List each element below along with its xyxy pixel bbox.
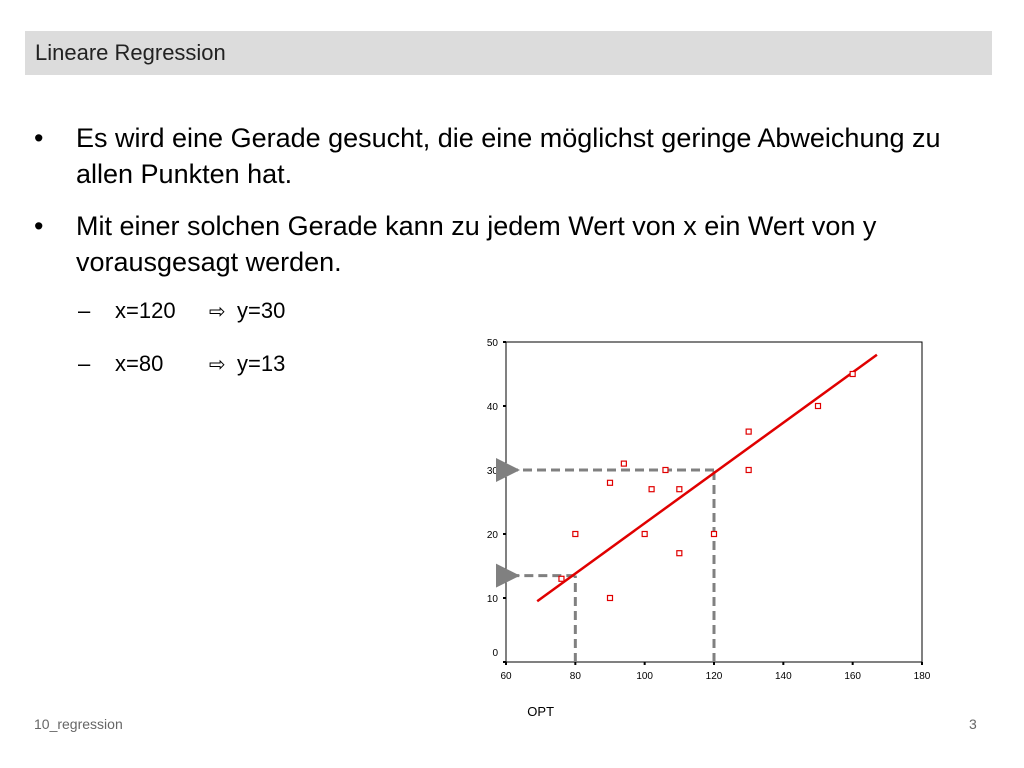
bullet-text: Es wird eine Gerade gesucht, die eine möglichst geringe Abweichung zu allen Punkten hat. — [76, 123, 941, 189]
y-tick-label: 50 — [486, 338, 498, 349]
y-value: y=30 — [237, 298, 286, 323]
sub-item — [30, 296, 1000, 327]
x-tick-label: 140 — [774, 671, 792, 682]
dash-glyph: – — [78, 298, 91, 323]
y-tick-label: 30 — [486, 466, 498, 477]
arrow-right-icon: ⇨ — [209, 354, 226, 376]
data-point — [608, 596, 613, 601]
y-tick-label: 10 — [486, 594, 498, 605]
bullet-item — [30, 208, 1000, 280]
regression-chart — [470, 330, 950, 725]
arrow-right-icon: ⇨ — [209, 301, 226, 323]
title-bar — [25, 31, 992, 75]
data-point — [746, 429, 751, 434]
y-value: y=13 — [237, 351, 286, 376]
x-tick-label: 160 — [844, 671, 862, 682]
bullet-glyph: • — [34, 123, 44, 153]
data-point — [642, 532, 647, 537]
data-point — [663, 468, 668, 473]
data-point — [850, 372, 855, 377]
data-point — [649, 487, 654, 492]
data-point — [559, 576, 564, 581]
y-tick-label: 0 — [492, 648, 498, 659]
data-point — [677, 487, 682, 492]
bullet-item — [30, 120, 1000, 192]
x-axis-title: OPT — [527, 704, 555, 719]
page-number: 3 — [969, 716, 977, 732]
x-value: x=80 — [115, 351, 164, 376]
x-tick-label: 180 — [913, 671, 931, 682]
y-tick-label: 40 — [486, 402, 498, 413]
x-tick-label: 100 — [636, 671, 654, 682]
data-point — [621, 461, 626, 466]
data-point — [816, 404, 821, 409]
x-tick-label: 60 — [500, 671, 512, 682]
bullet-glyph: • — [34, 211, 44, 241]
data-point — [746, 468, 751, 473]
data-point — [677, 551, 682, 556]
data-point — [608, 480, 613, 485]
data-point — [712, 532, 717, 537]
footer-label: 10_regression — [34, 716, 123, 732]
x-tick-label: 80 — [569, 671, 581, 682]
dash-glyph: – — [78, 351, 91, 376]
x-value: x=120 — [115, 298, 176, 323]
slide-title: Lineare Regression — [35, 40, 226, 65]
data-point — [573, 532, 578, 537]
bullet-text: Mit einer solchen Gerade kann zu jedem Wert von x ein Wert von y vorausgesagt werden. — [76, 211, 877, 277]
x-tick-label: 120 — [705, 671, 723, 682]
y-tick-label: 20 — [486, 530, 498, 541]
regression-line — [537, 355, 877, 601]
